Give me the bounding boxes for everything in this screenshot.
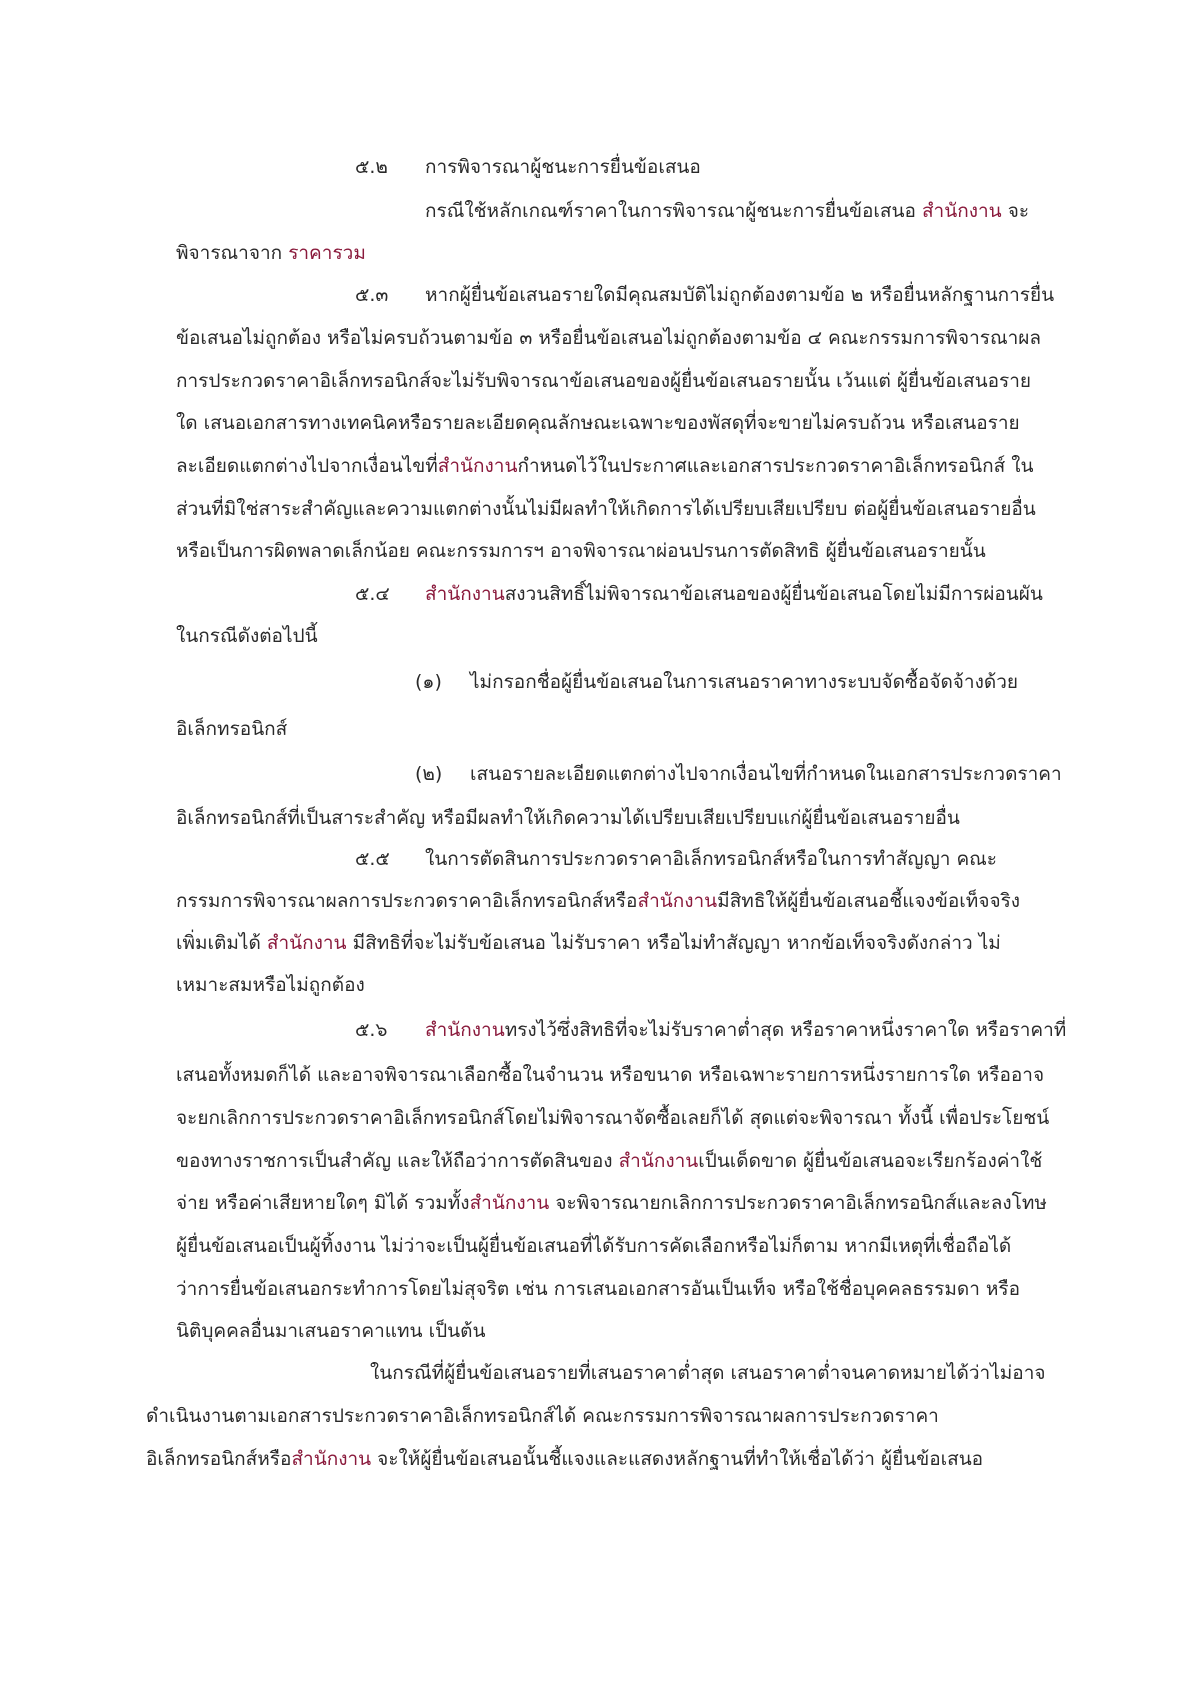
section-5-4-item-1	[415, 670, 1018, 694]
section-5-6-line-2: เสนอทั้งหมดก็ได้ และอาจพิจารณาเลือกซื้อในจำนวน หรือขนาด หรือเฉพาะรายการหนึ่งรายการใด หรืออาจ	[176, 1064, 1045, 1086]
text: กรณีใช้หลักเกณฑ์ราคาในการพิจารณาผู้ชนะการยื่นข้อเสนอ	[425, 200, 922, 222]
section-5-6-para-2-line-1: ในกรณีที่ผู้ยื่นข้อเสนอรายที่เสนอราคาต่ำสุด เสนอราคาต่ำจนคาดหมายได้ว่าไม่อาจ	[370, 1362, 1046, 1384]
section-5-3-line-7: หรือเป็นการผิดพลาดเล็กน้อย คณะกรรมการฯ อาจพิจารณาผ่อนปรนการตัดสิทธิ ผู้ยื่นข้อเสนอรายนั้น	[176, 540, 986, 562]
section-5-4-item-2	[415, 762, 1062, 786]
highlight-total-price: ราคารวม	[288, 242, 366, 264]
section-5-6-line-8: นิติบุคคลอื่นมาเสนอราคาแทน เป็นต้น	[176, 1320, 486, 1342]
text: กำหนดไว้ในประกาศและเอกสารประกวดราคาอิเล็กทรอนิกส์ ใน	[517, 455, 1034, 477]
section-5-2-line-2	[176, 241, 366, 265]
section-5-3-line-6: ส่วนที่มิใช่สาระสำคัญและความแตกต่างนั้นไม่มีผลทำให้เกิดการได้เปรียบเสียเปรียบ ต่อผู้ยื่นข้อเสนอรายอื่น	[176, 498, 1036, 520]
section-5-5-line-4: เหมาะสมหรือไม่ถูกต้อง	[176, 974, 365, 996]
section-number: ๕.๔	[355, 583, 390, 605]
text: สงวนสิทธิ์ไม่พิจารณาข้อเสนอของผู้ยื่นข้อเสนอโดยไม่มีการผ่อนผัน	[504, 583, 1043, 605]
text: พิจารณาจาก	[176, 242, 289, 264]
text: จะพิจารณายกเลิกการประกวดราคาอิเล็กทรอนิกส์และลงโทษ	[549, 1192, 1047, 1214]
section-5-5-line-1	[355, 847, 997, 871]
item-number: (๒)	[415, 763, 443, 785]
section-5-6-line-1	[355, 1018, 1066, 1042]
text: จะให้ผู้ยื่นข้อเสนอนั้นชี้แจงและแสดงหลักฐานที่ทำให้เชื่อได้ว่า ผู้ยื่นข้อเสนอ	[371, 1448, 984, 1470]
section-5-3-line-5	[176, 454, 1033, 478]
section-5-4-item-1-line-2: อิเล็กทรอนิกส์	[176, 718, 288, 740]
text: หากผู้ยื่นข้อเสนอรายใดมีคุณสมบัติไม่ถูกต้องตามข้อ ๒ หรือยื่นหลักฐานการยื่น	[425, 284, 1055, 306]
text: ทรงไว้ซึ่งสิทธิที่จะไม่รับราคาต่ำสุด หรือราคาหนึ่งราคาใด หรือราคาที่	[504, 1019, 1067, 1041]
section-5-5-line-2	[176, 889, 1020, 913]
text: มีสิทธิที่จะไม่รับข้อเสนอ ไม่รับราคา หรือไม่ทำสัญญา หากข้อเท็จจริงดังกล่าว ไม่	[346, 932, 1001, 954]
highlight-office: สำนักงาน	[437, 455, 518, 477]
section-5-6-line-5	[176, 1191, 1047, 1215]
section-5-6-para-2-line-2: ดำเนินงานตามเอกสารประกวดราคาอิเล็กทรอนิกส์ได้ คณะกรรมการพิจารณาผลการประกวดราคา	[146, 1405, 939, 1427]
section-5-3-line-3: การประกวดราคาอิเล็กทรอนิกส์จะไม่รับพิจารณาข้อเสนอของผู้ยื่นข้อเสนอรายนั้น เว้นแต่ ผู้ยื่นข้อเสนอราย	[176, 370, 1032, 392]
section-5-2-line-1	[425, 199, 1029, 223]
section-5-3-line-1	[355, 283, 1054, 307]
section-5-3-line-2: ข้อเสนอไม่ถูกต้อง หรือไม่ครบถ้วนตามข้อ ๓ หรือยื่นข้อเสนอไม่ถูกต้องตามข้อ ๔ คณะกรรมการพิจารณาผล	[176, 327, 1042, 349]
section-5-3-line-4: ใด เสนอเอกสารทางเทคนิคหรือรายละเอียดคุณลักษณะเฉพาะของพัสดุที่จะขายไม่ครบถ้วน หรือเสนอราย	[176, 412, 1020, 434]
text: อิเล็กทรอนิกส์หรือ	[146, 1448, 292, 1470]
section-5-2-heading	[355, 155, 701, 179]
highlight-office: สำนักงาน	[425, 583, 505, 605]
section-5-6-line-3: จะยกเลิกการประกวดราคาอิเล็กทรอนิกส์โดยไม่พิจารณาจัดซื้อเลยก็ได้ สุดแต่จะพิจารณา ทั้งนี้ เพื่อประโยชน์	[176, 1107, 1050, 1129]
section-5-4-item-2-line-2: อิเล็กทรอนิกส์ที่เป็นสาระสำคัญ หรือมีผลทำให้เกิดความได้เปรียบเสียเปรียบแก่ผู้ยื่นข้อเสนอรายอื่น	[176, 807, 960, 829]
text: จ่าย หรือค่าเสียหายใดๆ มิได้ รวมทั้ง	[176, 1192, 470, 1214]
text: เสนอรายละเอียดแตกต่างไปจากเงื่อนไขที่กำหนดในเอกสารประกวดราคา	[470, 763, 1062, 785]
text: เป็นเด็ดขาด ผู้ยื่นข้อเสนอจะเรียกร้องค่าใช้	[698, 1150, 1043, 1172]
section-number: ๕.๖	[355, 1019, 388, 1041]
text: มีสิทธิให้ผู้ยื่นข้อเสนอชี้แจงข้อเท็จจริง	[717, 890, 1021, 912]
text: กรรมการพิจารณาผลการประกวดราคาอิเล็กทรอนิกส์หรือ	[176, 890, 638, 912]
section-number: ๕.๓	[355, 284, 389, 306]
section-number: ๕.๕	[355, 848, 390, 870]
section-5-6-para-2-line-3	[146, 1447, 983, 1471]
text: ในการตัดสินการประกวดราคาอิเล็กทรอนิกส์หรือในการทำสัญญา คณะ	[425, 848, 998, 870]
highlight-office: สำนักงาน	[637, 890, 718, 912]
item-number: (๑)	[415, 671, 442, 693]
section-5-6-line-6: ผู้ยื่นข้อเสนอเป็นผู้ทิ้งงาน ไม่ว่าจะเป็นผู้ยื่นข้อเสนอที่ได้รับการคัดเลือกหรือไม่ก็ตาม หากมีเหตุที่เชื่อถือได้	[176, 1235, 1012, 1257]
highlight-office: สำนักงาน	[921, 200, 1002, 222]
heading-text: การพิจารณาผู้ชนะการยื่นข้อเสนอ	[425, 156, 701, 178]
highlight-office: สำนักงาน	[425, 1019, 505, 1041]
section-5-6-line-4	[176, 1149, 1042, 1173]
section-5-6-line-7: ว่าการยื่นข้อเสนอกระทำการโดยไม่สุจริต เช่น การเสนอเอกสารอันเป็นเท็จ หรือใช้ชื่อบุคคลธรรมดา หรือ	[176, 1278, 1021, 1300]
text: ของทางราชการเป็นสำคัญ และให้ถือว่าการตัดสินของ	[176, 1150, 619, 1172]
section-5-4-line-1	[355, 582, 1043, 606]
section-5-4-line-2: ในกรณีดังต่อไปนี้	[176, 625, 318, 647]
highlight-office: สำนักงาน	[469, 1192, 550, 1214]
highlight-office: สำนักงาน	[618, 1150, 699, 1172]
highlight-office: สำนักงาน	[266, 932, 347, 954]
text: เพิ่มเติมได้	[176, 932, 267, 954]
text: จะ	[1001, 200, 1030, 222]
section-5-5-line-3	[176, 931, 1001, 955]
highlight-office: สำนักงาน	[291, 1448, 372, 1470]
text: ละเอียดแตกต่างไปจากเงื่อนไขที่	[176, 455, 438, 477]
section-number: ๕.๒	[355, 156, 388, 178]
text: ไม่กรอกชื่อผู้ยื่นข้อเสนอในการเสนอราคาทางระบบจัดซื้อจัดจ้างด้วย	[470, 671, 1019, 693]
